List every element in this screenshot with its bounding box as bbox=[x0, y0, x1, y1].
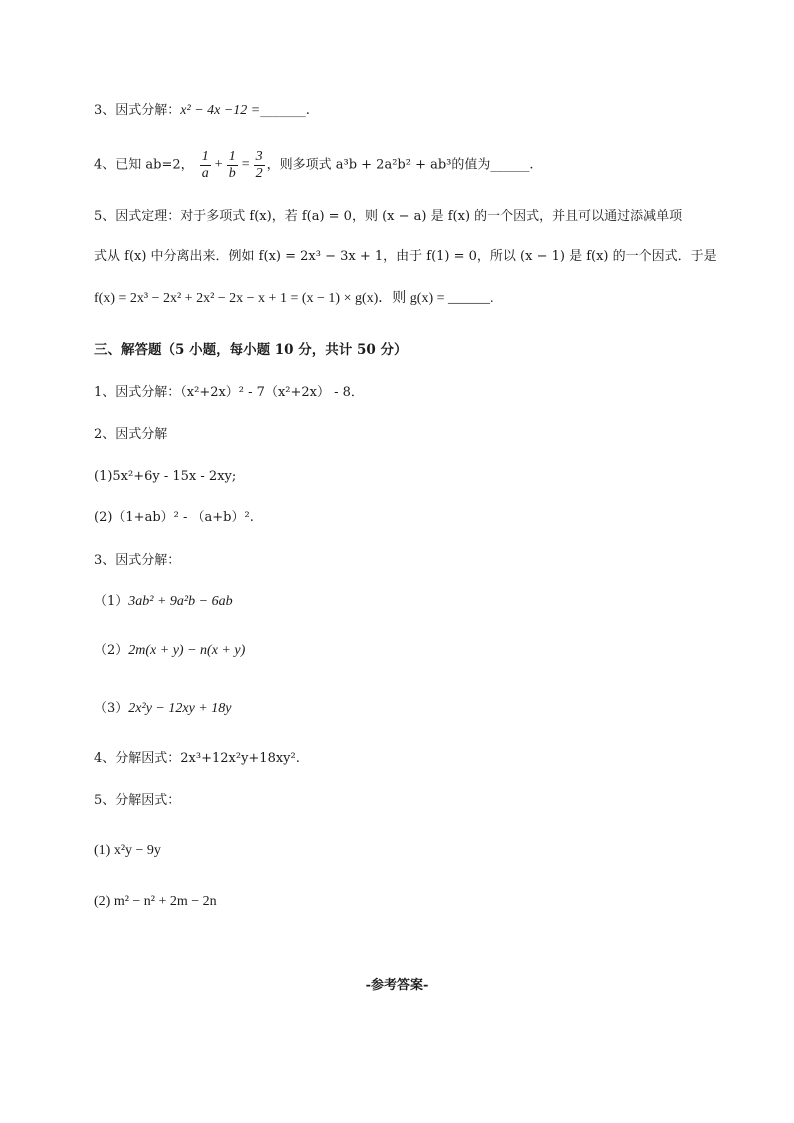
reference-answers-heading: -参考答案- bbox=[365, 978, 429, 993]
q3-p1-expression: 3ab² + 9a²b − 6ab bbox=[128, 594, 233, 609]
solve-question-2-title: 2、因式分解 bbox=[94, 427, 168, 442]
solve-question-2-part-2: (2)（1+ab）² - （a+b）². bbox=[94, 510, 254, 525]
solve-question-5-title: 5、分解因式： bbox=[94, 793, 181, 808]
question-5-line-3: f(x) = 2x³ − 2x² + 2x² − 2x − x + 1 = (x − 1) × g(x)．则 g(x) = ______. bbox=[94, 291, 494, 306]
solve-question-1: 1、因式分解：（x²+2x）² - 7（x²+2x） - 8． bbox=[94, 385, 364, 400]
section-3-heading: 三、解答题（5 小题，每小题 10 分，共计 50 分） bbox=[94, 342, 408, 358]
q3-suffix: . bbox=[305, 103, 310, 118]
q4-middle: ，则多项式 a³b + 2a²b² + ab³的值为 bbox=[266, 157, 491, 173]
q3-p3-label: （3） bbox=[94, 701, 129, 716]
frac1-num: 1 bbox=[201, 148, 209, 164]
q4-blank: ______ bbox=[490, 157, 530, 173]
q3-expression: x² − 4x −12 = bbox=[180, 103, 261, 118]
q3-p3-expression: 2x²y − 12xy + 18y bbox=[128, 701, 232, 716]
question-5-line-1: 5、因式定理：对于多项式 f(x)，若 f(a) = 0，则 (x − a) 是 f(x) 的一个因式，并且可以通过添减单项 bbox=[94, 209, 683, 224]
solve-question-5-part-2: (2) m² − n² + 2m − 2n bbox=[94, 894, 217, 909]
solve-question-3-title: 3、因式分解： bbox=[94, 553, 181, 568]
solve-question-5-part-1: (1) x²y − 9y bbox=[94, 843, 161, 858]
question-4-fill bbox=[94, 147, 534, 184]
fraction-1-over-b bbox=[227, 149, 238, 182]
q4-suffix: . bbox=[529, 157, 534, 173]
q3-p1-label: （1） bbox=[94, 594, 129, 609]
fraction-1-over-a bbox=[200, 149, 211, 182]
frac3-den: 2 bbox=[255, 165, 263, 181]
solve-question-3-part-3 bbox=[94, 699, 231, 719]
solve-question-2-part-1: (1)5x²+6y - 15x - 2xy; bbox=[94, 469, 237, 484]
equals-sign: = bbox=[241, 157, 250, 172]
q3-p2-expression: 2m(x + y) − n(x + y) bbox=[128, 643, 246, 658]
q3-prefix: 3、因式分解： bbox=[94, 103, 181, 118]
frac2-den: b bbox=[228, 165, 236, 181]
fraction-3-over-2 bbox=[254, 149, 265, 182]
frac3-num: 3 bbox=[255, 148, 263, 164]
question-5-line-2: 式从 f(x) 中分离出来．例如 f(x) = 2x³ − 3x + 1，由于 f(1) = 0，所以 (x − 1) 是 f(x) 的一个因式．于是 bbox=[94, 249, 717, 264]
frac2-num: 1 bbox=[228, 148, 236, 164]
plus-sign: + bbox=[214, 157, 223, 172]
q3-blank: _______ bbox=[260, 103, 306, 118]
solve-question-4: 4、分解因式：2x³+12x²y+18xy². bbox=[94, 751, 300, 766]
frac1-den: a bbox=[201, 165, 209, 181]
solve-question-3-part-1 bbox=[94, 592, 233, 612]
question-3-fill bbox=[94, 101, 310, 121]
q4-prefix: 4、已知 ab=2， bbox=[94, 157, 194, 173]
q3-p2-label: （2） bbox=[94, 643, 129, 658]
solve-question-3-part-2 bbox=[94, 641, 245, 661]
